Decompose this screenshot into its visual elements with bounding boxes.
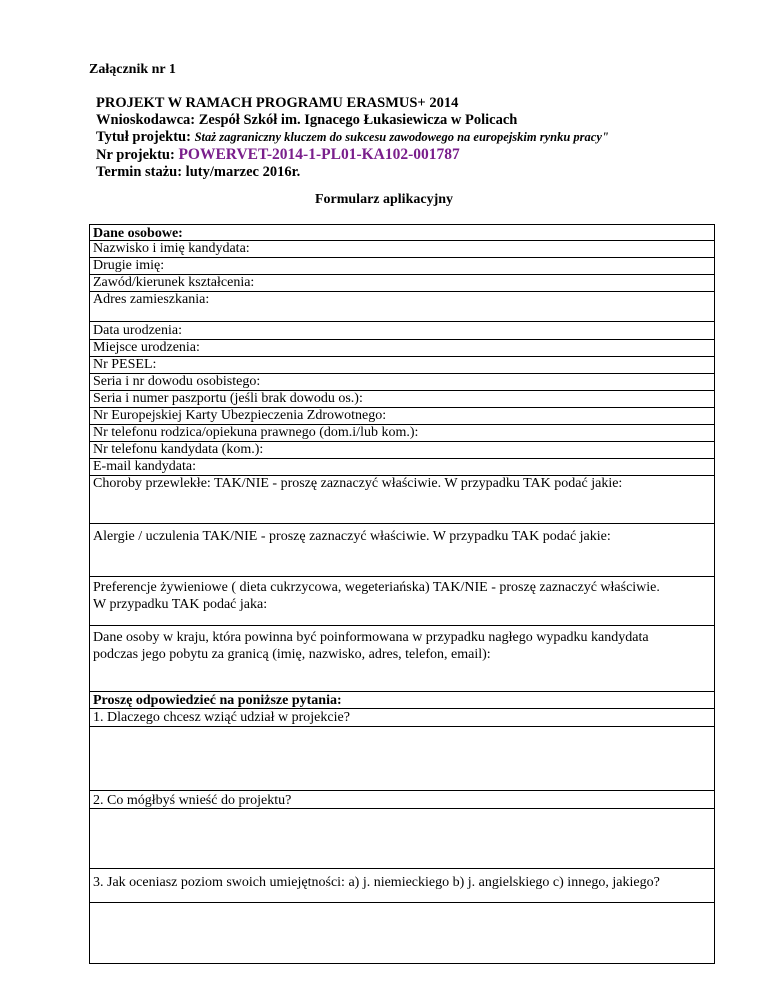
- application-form-table: [89, 224, 715, 964]
- field-second-name[interactable]: Drugie imię:: [93, 258, 165, 273]
- field-email[interactable]: E-mail kandydata:: [93, 459, 197, 474]
- field-candidate-phone[interactable]: Nr telefonu kandydata (kom.):: [93, 442, 264, 457]
- field-birth-place[interactable]: Miejsce urodzenia:: [93, 340, 200, 355]
- question-2: 2. Co mógłbyś wnieść do projektu?: [93, 793, 292, 808]
- form-title: Formularz aplikacyjny: [314, 192, 454, 207]
- attachment-label: Załącznik nr 1: [89, 62, 176, 77]
- field-name[interactable]: Nazwisko i imię kandydata:: [93, 241, 250, 256]
- divider: [90, 790, 714, 791]
- divider: [90, 625, 714, 626]
- field-pesel[interactable]: Nr PESEL:: [93, 357, 157, 372]
- personal-data-heading: Dane osobowe:: [93, 226, 183, 241]
- field-emergency-contact[interactable]: Dane osoby w kraju, która powinna być poinformowana w przypadku nagłego wypadku kandydata podczas jego pobytu za granicą (imię, nazwisko, adres, telefon, email):: [93, 630, 649, 662]
- field-allergies[interactable]: Alergie / uczulenia TAK/NIE - proszę zaznaczyć właściwie. W przypadku TAK podać jakie:: [93, 529, 611, 544]
- answer-2-area[interactable]: [90, 809, 714, 867]
- internship-term-line: Termin stażu: luty/marzec 2016r.: [96, 164, 301, 180]
- questions-heading: Proszę odpowiedzieć na poniższe pytania:: [93, 693, 342, 708]
- question-3: 3. Jak oceniasz poziom swoich umiejętności: a) j. niemieckiego b) j. angielskiego c) innego, jakiego?: [93, 875, 660, 890]
- answer-3-area[interactable]: [90, 903, 714, 963]
- project-header: [96, 95, 736, 181]
- divider: [90, 576, 714, 577]
- applicant-line: Wnioskodawca: Zespół Szkół im. Ignacego Łukasiewicza w Policach: [96, 112, 518, 128]
- field-ehic[interactable]: Nr Europejskiej Karty Ubezpieczenia Zdrowotnego:: [93, 408, 387, 423]
- divider: [90, 708, 714, 709]
- project-title-line: [96, 129, 736, 146]
- field-address[interactable]: Adres zamieszkania:: [93, 292, 210, 307]
- field-birth-date[interactable]: Data urodzenia:: [93, 323, 183, 338]
- program-line: PROJEKT W RAMACH PROGRAMU ERASMUS+ 2014: [96, 95, 459, 111]
- field-profession[interactable]: Zawód/kierunek kształcenia:: [93, 275, 255, 290]
- divider: [90, 691, 714, 692]
- divider: [90, 523, 714, 524]
- divider: [90, 321, 714, 322]
- divider: [90, 868, 714, 869]
- field-passport[interactable]: Seria i numer paszportu (jeśli brak dowodu os.):: [93, 391, 363, 406]
- project-number-label: Nr projektu:: [96, 147, 179, 163]
- question-1: 1. Dlaczego chcesz wziąć udział w projekcie?: [93, 710, 350, 725]
- field-id-card[interactable]: Seria i nr dowodu osobistego:: [93, 374, 261, 389]
- project-title-value: Staż zagraniczny kluczem do sukcesu zawodowego na europejskim rynku pracy": [194, 130, 609, 144]
- project-number-line: [96, 146, 736, 164]
- field-parent-phone[interactable]: Nr telefonu rodzica/opiekuna prawnego (dom.i/lub kom.):: [93, 425, 419, 440]
- project-title-label: Tytuł projektu:: [96, 129, 195, 145]
- project-number-value: POWERVET-2014-1-PL01-KA102-001787: [178, 146, 460, 163]
- answer-1-area[interactable]: [90, 727, 714, 789]
- field-chronic-diseases[interactable]: Choroby przewlekłe: TAK/NIE - proszę zaznaczyć właściwie. W przypadku TAK podać jakie:: [93, 476, 623, 491]
- field-diet-preferences[interactable]: Preferencje żywieniowe ( dieta cukrzycowa, wegeteriańska) TAK/NIE - proszę zaznaczyć właściwie. W przypadku TAK podać jaka:: [93, 580, 660, 612]
